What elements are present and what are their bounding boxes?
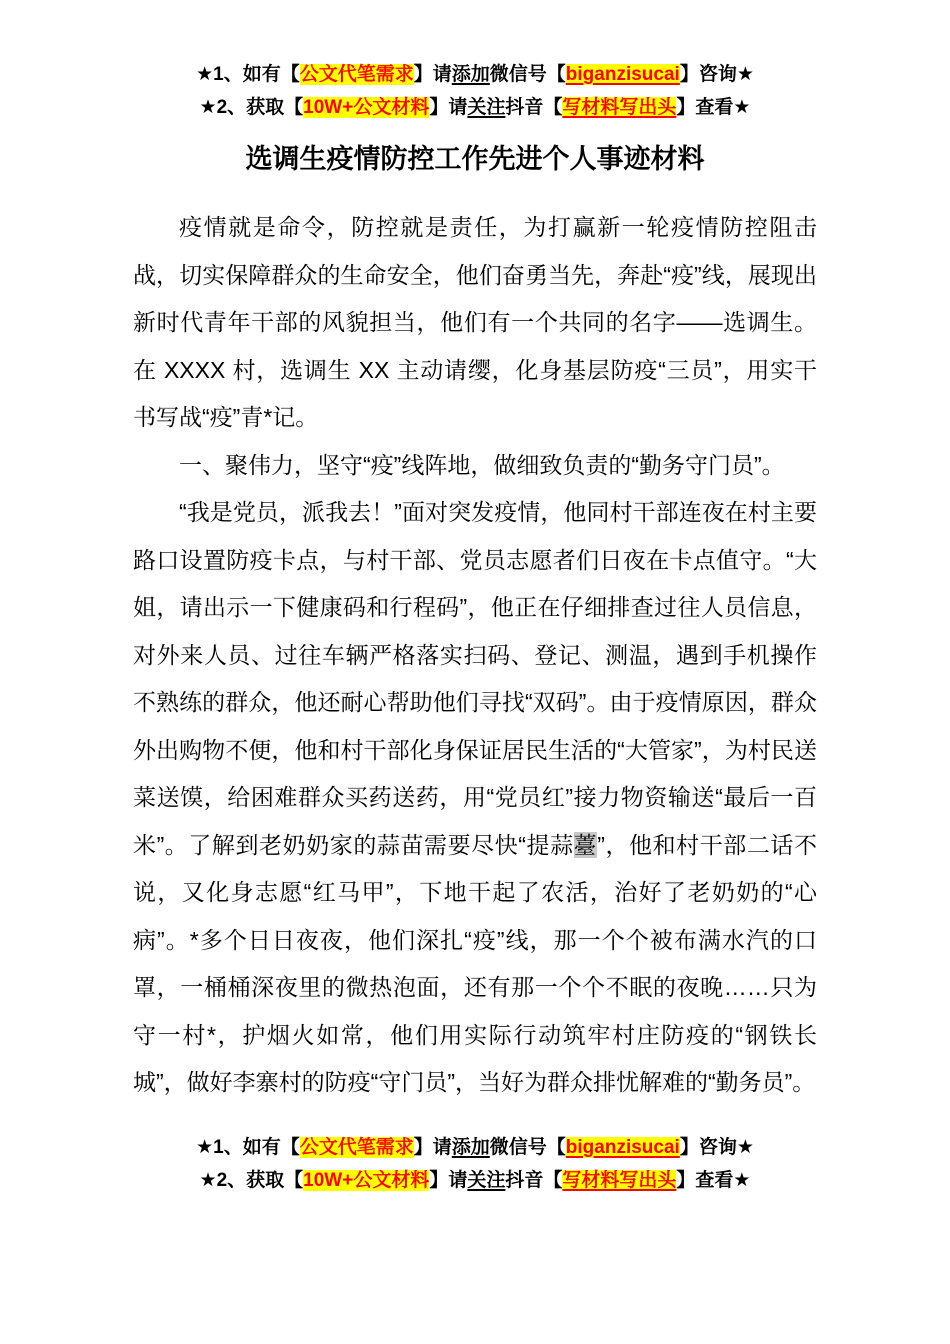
promo-text: 】咨询★ (679, 1136, 754, 1158)
promo-highlight-text: 公文代笔需求 (299, 64, 414, 85)
promo-text: ★1、如有【 (196, 1136, 300, 1158)
paragraph-text: 疫情就是命令，防控就是责任，为打赢新一轮疫情防控阻击战，切实保障群众的生命安全，他们奋勇当先，奔赴“疫”线，展现出新时代青年干部的风貌担当，他们有一个共同的名字——选调生。在 XXXX 村，选调生 XX 主动请缨，化身基层防疫“三员”，用实干书写战“疫”青*记。 (133, 214, 817, 430)
promo-banner-line (133, 58, 817, 91)
promo-text: ★2、获取【 (199, 97, 304, 118)
promo-highlight-text: biganzisucai (565, 1136, 680, 1158)
promo-text: 关注 (467, 1169, 506, 1191)
paragraph-text: 一、聚伟力，坚守“疫”线阵地，做细致负责的“勤务守门员”。 (179, 451, 785, 478)
shaded-character: 薹 (573, 831, 598, 858)
promo-text: 微信号【 (489, 64, 566, 85)
promo-highlight-text: 公文代笔需求 (299, 1136, 414, 1158)
paragraph (133, 204, 817, 442)
promo-highlight-text: 写材料写出头 (562, 1169, 677, 1191)
promo-text: 添加 (451, 64, 490, 85)
promo-text: 】查看★ (676, 97, 751, 118)
promo-banner-line (133, 91, 817, 124)
promo-text: 】请 (413, 1136, 452, 1158)
promo-text: 】请 (429, 1169, 468, 1191)
promo-text: 抖音【 (505, 1169, 563, 1191)
promo-highlight-text: 10W+公文材料 (303, 1169, 430, 1191)
promo-highlight-text: biganzisucai (565, 64, 680, 85)
promo-banner-line (133, 1164, 817, 1197)
promo-text: 】查看★ (676, 1169, 751, 1191)
promo-text: 】请 (429, 97, 468, 118)
promo-text: 添加 (451, 1136, 490, 1158)
promo-text: 】请 (413, 64, 452, 85)
promo-banner-line (133, 1131, 817, 1164)
paragraph (133, 489, 817, 1107)
promo-text: 微信号【 (489, 1136, 566, 1158)
paragraph-text: “我是党员，派我去！”面对突发疫情，他同村干部连夜在村主要路口设置防疫卡点，与村干部、党员志愿者们日夜在卡点值守。“大姐，请出示一下健康码和行程码”，他正在仔细排查过往人员信息，对外来人员、过往车辆严格落实扫码、登记、测温，遇到手机操作不熟练的群众，他还耐心帮助他们寻找“双码”。由于疫情原因，群众外出购物不便，他和村干部化身保证居民生活的“大管家”，为村民送菜送馍，给困难群众买药送药，用“党员红”接力物资输送“最后一百米”。了解到老奶奶家的蒜苗需要尽快“提蒜 (133, 499, 817, 858)
document-body (133, 204, 817, 1107)
paragraph-text: ”，他和村干部二话不说，又化身志愿“红马甲”，下地干起了农活，治好了老奶奶的“心病”。*多个日日夜夜，他们深扎“疫”线，那一个个被布满水汽的口罩，一桶桶深夜里的微热泡面，还有那一个个不眠的夜晚……只为守一村*，护烟火如常，他们用实际行动筑牢村庄防疫的“钢铁长城”，做好李寨村的防疫“守门员”，当好为群众排忧解难的“勤务员”。 (133, 831, 817, 1095)
promo-highlight-text: 写材料写出头 (562, 97, 677, 118)
paragraph (133, 442, 817, 490)
promo-text: 关注 (467, 97, 506, 118)
promo-text: 】咨询★ (679, 64, 754, 85)
promo-text: ★2、获取【 (199, 1169, 304, 1191)
promo-banner-bottom (133, 1131, 817, 1197)
promo-banner-top (133, 58, 817, 124)
promo-text: ★1、如有【 (196, 64, 300, 85)
promo-text: 抖音【 (505, 97, 563, 118)
promo-highlight-text: 10W+公文材料 (303, 97, 430, 118)
page-title: 选调生疫情防控工作先进个人事迹材料 (245, 144, 705, 174)
